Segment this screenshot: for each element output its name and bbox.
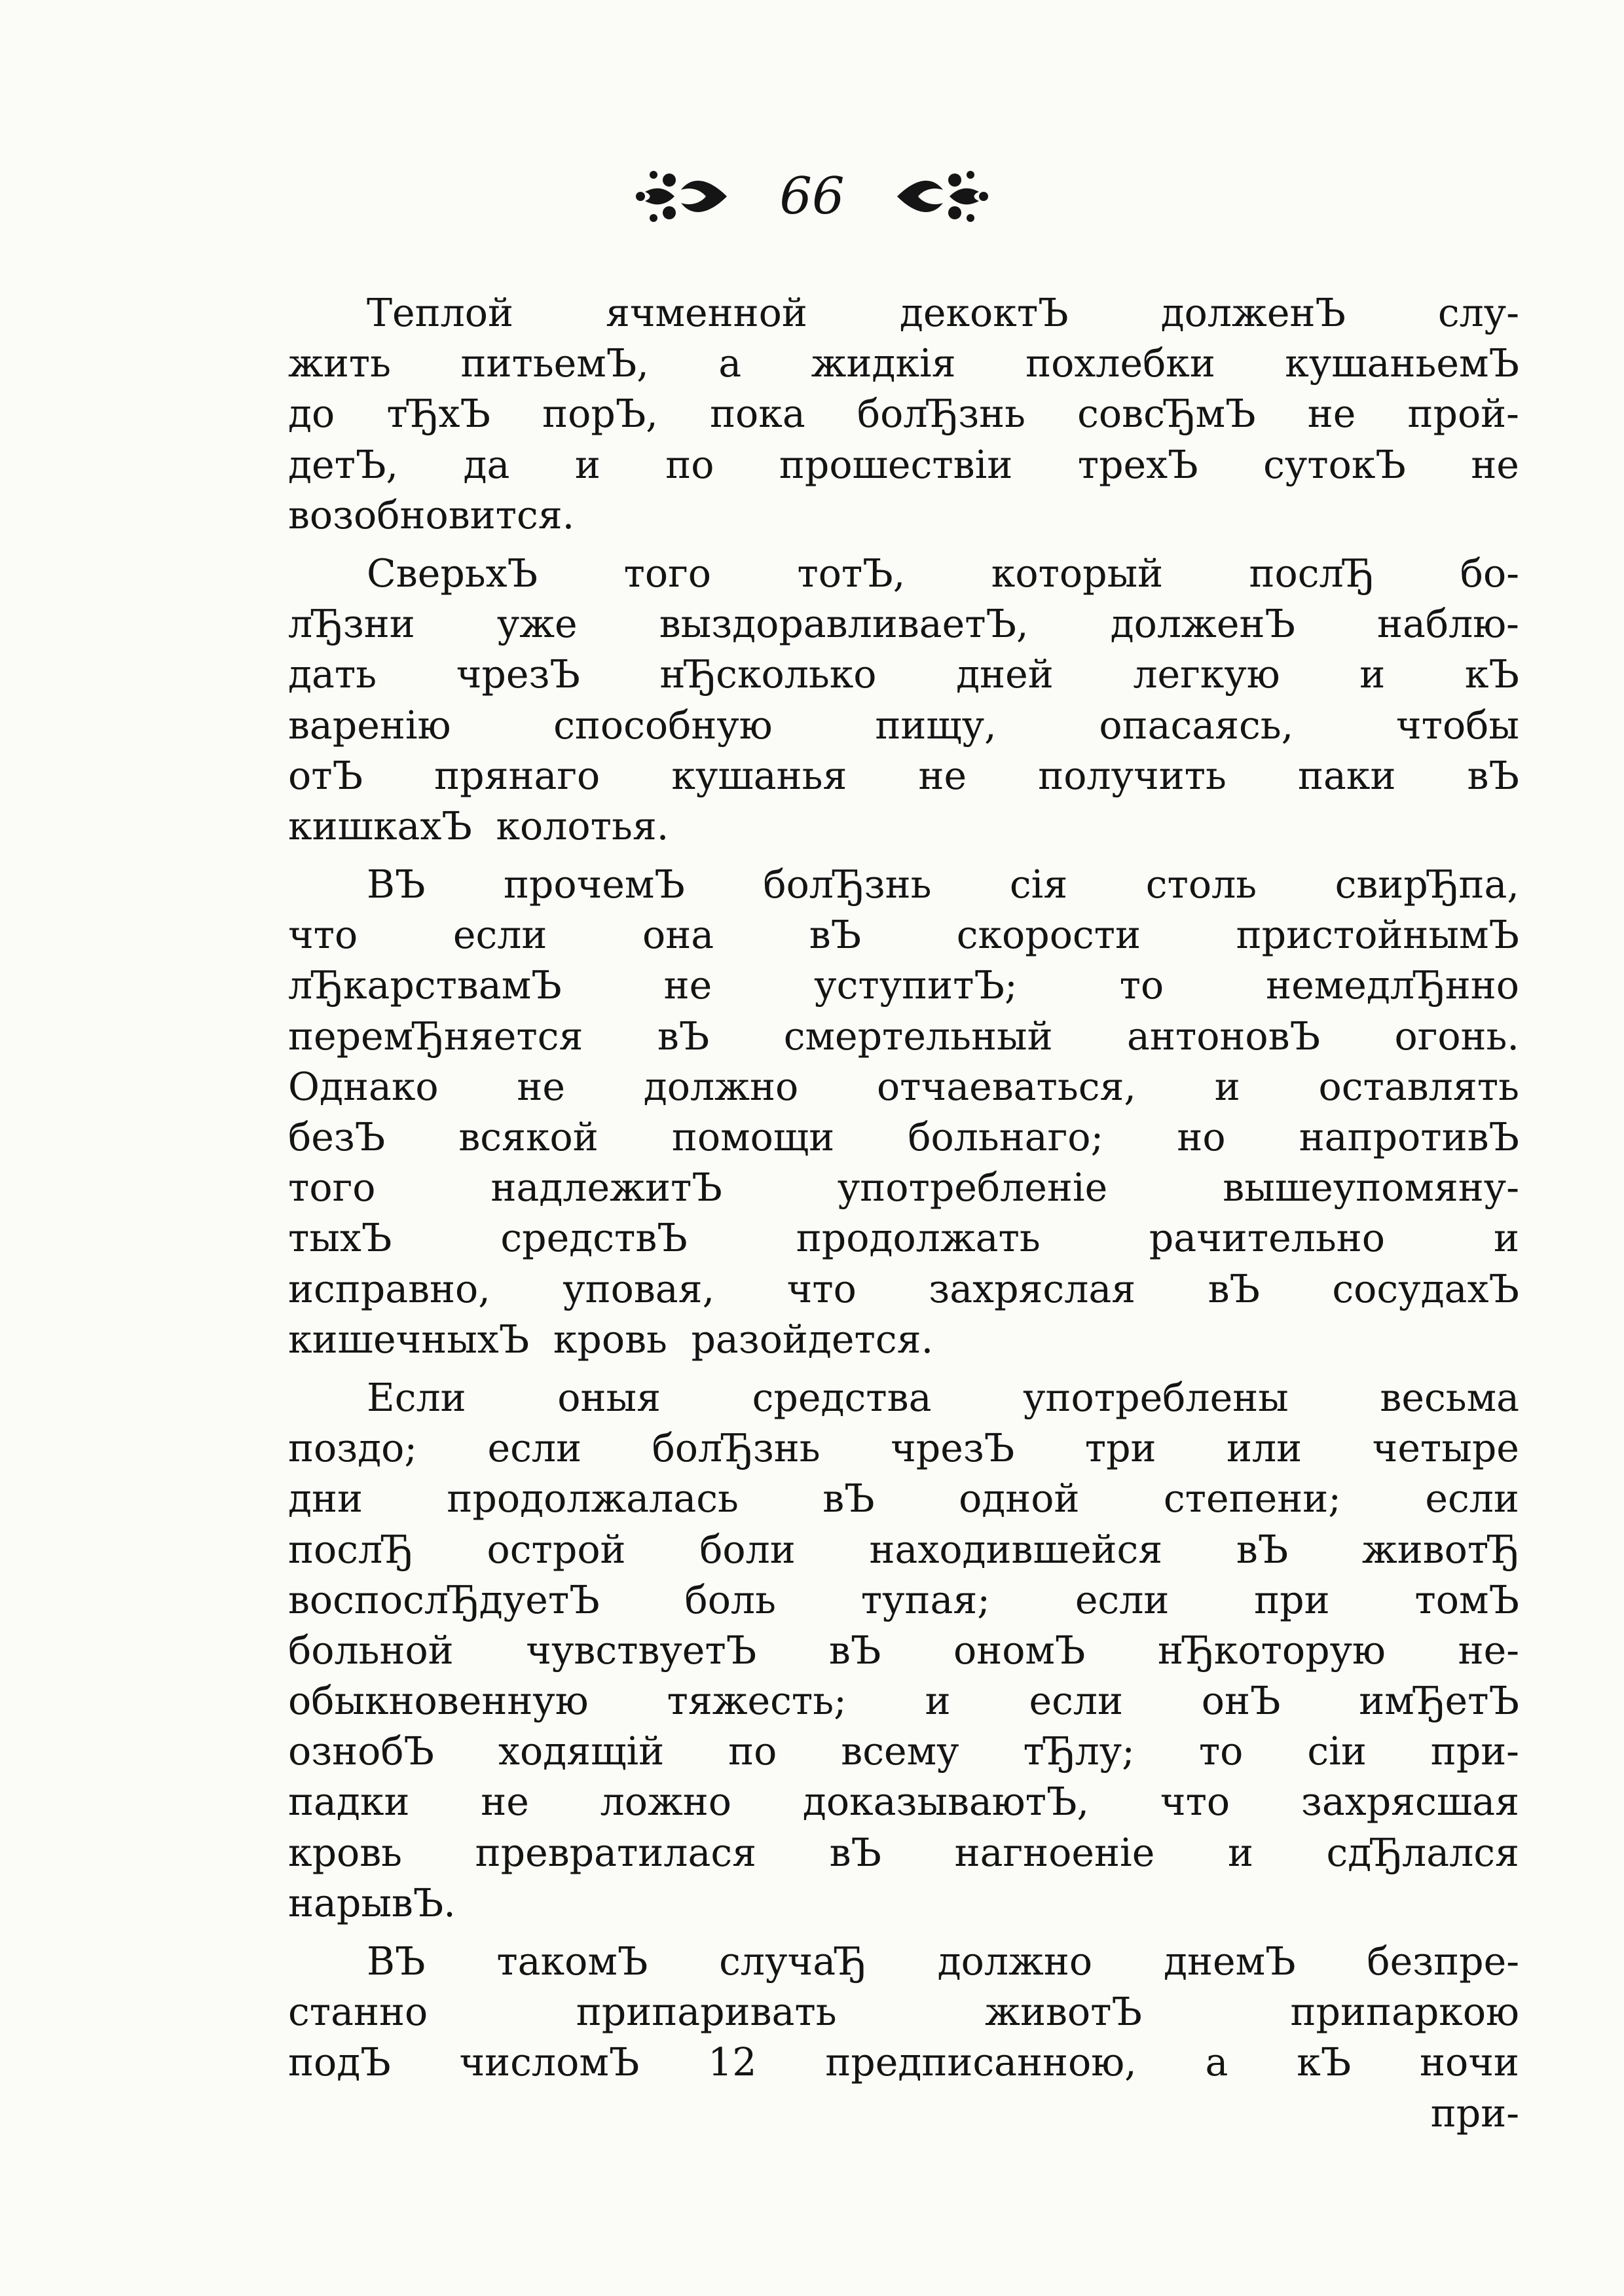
body-text [288, 288, 1519, 2139]
paragraph [288, 860, 1519, 1365]
floral-ornament-right-icon [891, 160, 995, 232]
text-line: того надлежитЪ употребленіе вышеупомяну- [288, 1165, 1519, 1211]
text-line: СверьхЪ того тотЪ, который послЂ бо- [367, 551, 1519, 596]
text-line: лЂзни уже выздоравливаетЪ, долженЪ наблю- [288, 602, 1519, 647]
text-line: отЪ прянаго кушанья не получить паки вЪ [288, 753, 1519, 798]
floral-ornament-left-icon [629, 160, 733, 232]
text-line: кровь превратилася вЪ нагноеніе и сдЂлался [288, 1830, 1519, 1875]
text-line: нарывЪ. [288, 1880, 456, 1925]
text-line: безЪ всякой помощи больнаго; но напротивЪ [288, 1115, 1519, 1159]
text-line: поздо; если болЂзнь чрезЪ три или четыре [288, 1426, 1519, 1471]
text-line: кишечныхЪ кровь разойдется. [288, 1317, 934, 1362]
text-line: ВЪ прочемЪ болЂзнь сія столь свирЂпа, [367, 862, 1519, 907]
text-line: что если она вЪ скорости пристойнымЪ [288, 913, 1519, 958]
text-line: больной чувствуетЪ вЪ ономЪ нЂкоторую не- [288, 1628, 1519, 1673]
text-line: перемЂняется вЪ смертельный антоновЪ огонь. [288, 1013, 1519, 1059]
text-line: лЂкарствамЪ не уступитЪ; то немедлЂнно [288, 963, 1519, 1008]
text-line: дать чрезЪ нЂсколько дней легкую и кЪ [288, 652, 1519, 697]
catchword: при- [1430, 2090, 1519, 2136]
text-line: послЂ острой боли находившейся вЪ животЂ [288, 1527, 1519, 1572]
text-line: падки не ложно доказываютЪ, что захрясшая [288, 1779, 1519, 1825]
text-line: обыкновенную тяжесть; и если онЪ имЂетЪ [288, 1679, 1519, 1724]
text-line: жить питьемЪ, а жидкія похлебки кушаньемЪ [288, 341, 1519, 386]
page-number: 66 [779, 167, 845, 226]
text-line: Теплой ячменной декоктЪ долженЪ слу- [367, 291, 1519, 335]
paragraph [288, 549, 1519, 852]
text-line: ВЪ такомЪ случаЂ должно днемЪ безпре- [367, 1939, 1519, 1984]
text-line: тыхЪ средствЪ продолжать рачительно и [288, 1216, 1519, 1261]
text-line: станно припаривать животЪ припаркою [288, 1990, 1519, 2035]
paragraph [288, 288, 1519, 541]
text-line: ознобЪ ходящій по всему тЂлу; то сіи при- [288, 1729, 1519, 1774]
text-line: подЪ числомЪ 12 предписанною, а кЪ ночи [288, 2040, 1519, 2085]
text-line: варенію способную пищу, опасаясь, чтобы [288, 702, 1519, 748]
text-line: кишкахЪ колотья. [288, 803, 669, 848]
text-line: исправно, уповая, что захряслая вЪ сосудахЪ [288, 1266, 1519, 1311]
text-line: Если оныя средства употреблены весьма [367, 1375, 1519, 1420]
text-line: Однако не должно отчаеваться, и оставлять [288, 1064, 1519, 1109]
text-line: детЪ, да и по прошествіи трехЪ сутокЪ не [288, 442, 1519, 487]
paragraph [288, 1373, 1519, 1929]
page-header [0, 160, 1624, 232]
text-line: возобновится. [288, 492, 575, 538]
text-line: дни продолжалась вЪ одной степени; если [288, 1476, 1519, 1522]
text-line: воспослЂдуетЪ боль тупая; если при томЪ [288, 1577, 1519, 1622]
text-line: до тЂхЪ порЪ, пока болЂзнь совсЂмЪ не прой- [288, 392, 1519, 437]
paragraph [288, 1937, 1519, 2088]
